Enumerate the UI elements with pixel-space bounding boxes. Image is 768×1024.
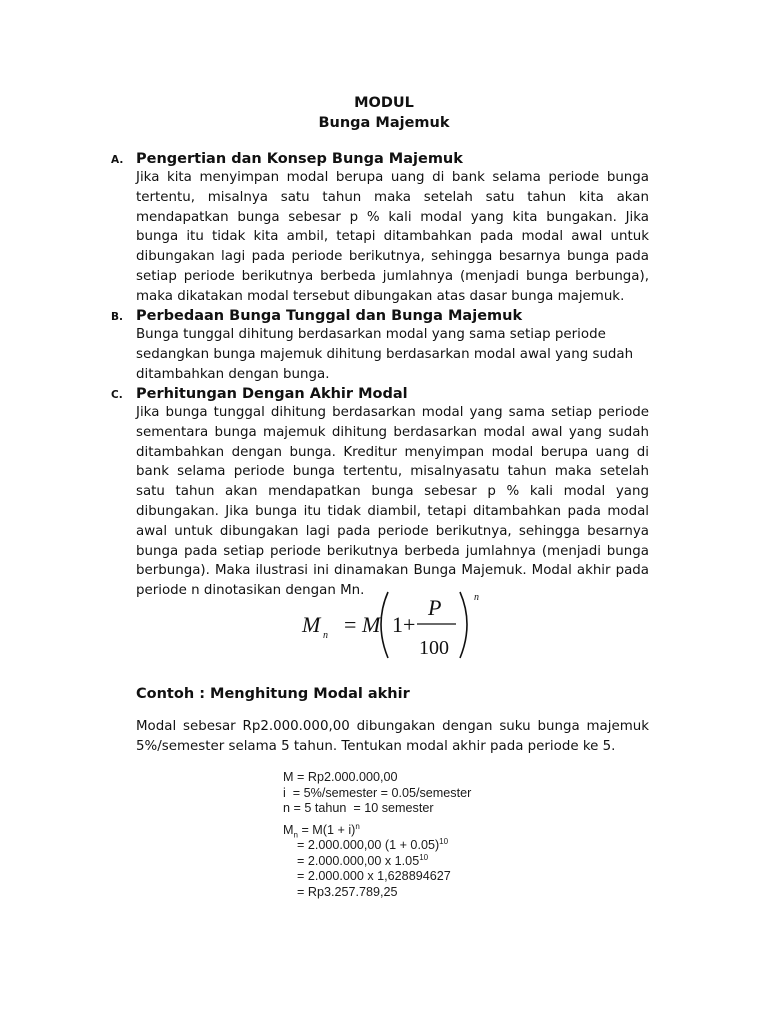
- given-modal: M = Rp2.000.000,00: [283, 770, 398, 784]
- given-periods: n = 5 tahun = 10 semester: [283, 801, 434, 815]
- formula-lhs-subscript: n: [323, 630, 328, 641]
- example-heading: Contoh : Menghitung Modal akhir: [136, 686, 410, 702]
- step-substitution-text: = 2.000.000,00 (1 + 0.05): [297, 838, 440, 852]
- section-b-heading: Perbedaan Bunga Tunggal dan Bunga Majemuk: [136, 308, 523, 324]
- section-c-letter: C.: [111, 389, 123, 401]
- formula-right-paren: [460, 592, 467, 658]
- formula-exponent: n: [474, 592, 479, 603]
- compound-interest-formula: [300, 586, 480, 662]
- step-result: = Rp3.257.789,25: [297, 884, 398, 899]
- step-simplify-text: = 2.000.000,00 x 1.05: [297, 853, 420, 868]
- example-calculation: [283, 770, 471, 900]
- section-a-paragraph: Jika kita menyimpan modal berupa uang di bank selama periode bunga tertentu, misalnya satu tahun maka setelah satu tahun kita akan mendapatkan bunga sebesar p % kali modal yang kita bungakan. Jika bunga itu tidak kita ambil, tetapi ditambahkan pada modal awal untuk dibungakan lagi pada periode berikutnya, sehingga besarnya bunga pada setiap periode berikutnya berbeda jumlahnya (menjadi bunga berbunga), maka dikatakan modal tersebut dibungakan atas dasar bunga majemuk.: [136, 170, 649, 304]
- step-formula-lhs: M: [283, 822, 294, 837]
- section-c-paragraph: Jika bunga tunggal dihitung berdasarkan modal yang sama setiap periode sementara bunga majemuk dihitung berdasarkan modal awal yang sudah ditambahkan dengan bunga. Kreditur menyimpan modal berupa uang di bank selama periode bunga tertentu, misalnyasatu tahun maka setelah satu tahun akan mendapatkan bunga sebesar p % kali modal yang dibungakan. Jika bunga itu tidak diambil, tetapi ditambahkan pada modal awal untuk dibungakan lagi pada periode berikutnya, sehingga besarnya bunga pada setiap periode berikutnya berbeda jumlahnya (menjadi bunga berbunga). Maka ilustrasi ini dinamakan Bunga Majemuk. Modal akhir pada periode n dinotasikan dengan Mn.: [136, 405, 649, 599]
- formula-denominator: 100: [419, 637, 449, 659]
- step-formula-exponent: n: [355, 821, 360, 831]
- section-b-paragraph: Bunga tunggal dihitung berdasarkan modal yang sama setiap periode sedangkan bunga majemuk dihitung berdasarkan modal awal yang sudah ditambahkan dengan bunga.: [136, 327, 634, 382]
- section-a-letter: A.: [111, 154, 124, 166]
- step-simplify-exponent: 10: [419, 852, 429, 862]
- step-simplify: [283, 854, 471, 870]
- formula-numerator: P: [428, 595, 442, 620]
- example-problem: Modal sebesar Rp2.000.000,00 dibungakan dengan suku bunga majemuk 5%/semester selama 5 tahun. Tentukan modal akhir pada periode ke 5.: [136, 719, 649, 754]
- formula-lhs: M: [302, 612, 321, 637]
- given-interest: i = 5%/semester = 0.05/semester: [283, 785, 472, 800]
- step-substitution: [283, 838, 471, 854]
- step-formula: [283, 823, 471, 839]
- step-formula-rhs: = M(1 + i): [297, 822, 356, 837]
- formula-equals: =: [344, 612, 357, 637]
- step-formula-subscript: n: [293, 830, 298, 840]
- section-c-heading: Perhitungan Dengan Akhir Modal: [136, 386, 408, 402]
- step-substitution-exponent: 10: [439, 836, 449, 846]
- formula-left-paren: [381, 592, 388, 658]
- formula-one-plus: 1+: [392, 612, 416, 637]
- formula-m: M: [362, 612, 381, 637]
- section-a-heading: Pengertian dan Konsep Bunga Majemuk: [136, 151, 463, 167]
- step-multiply: = 2.000.000 x 1,628894627: [297, 869, 451, 883]
- section-b-letter: B.: [111, 311, 123, 323]
- document-subtitle: Bunga Majemuk: [318, 115, 450, 131]
- document-title: MODUL: [354, 95, 414, 111]
